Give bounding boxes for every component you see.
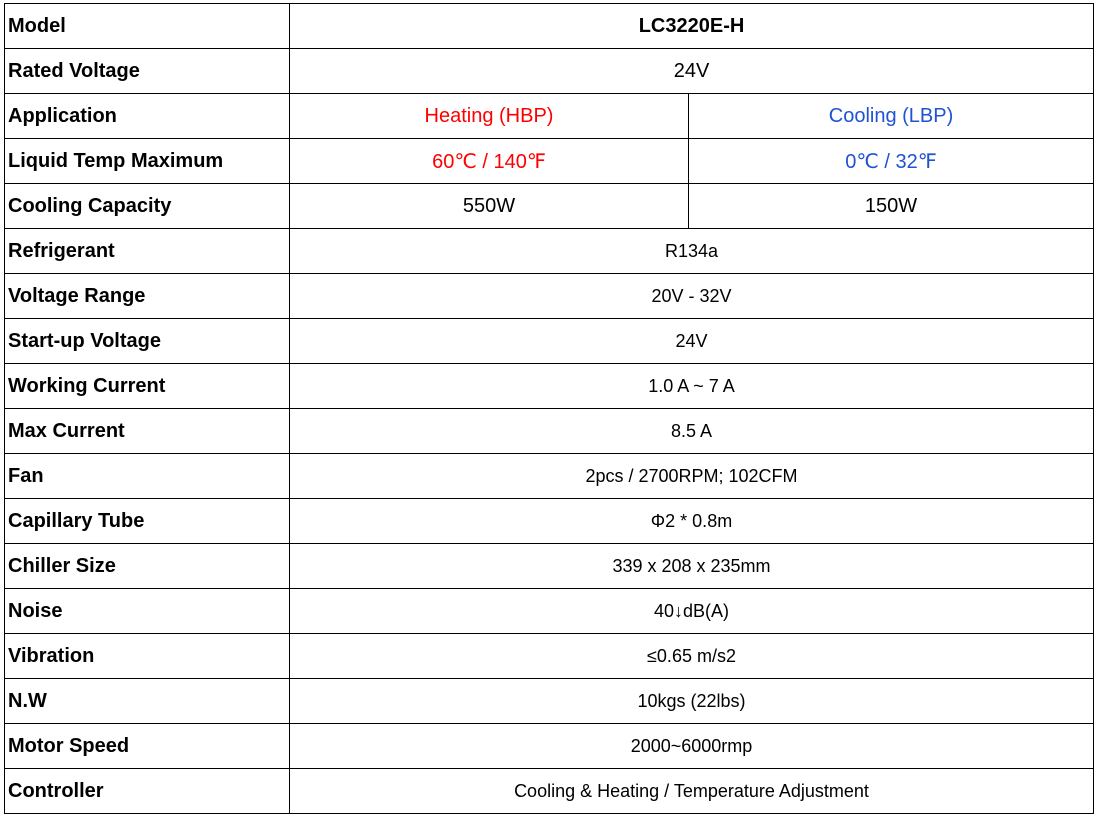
voltage-range-value: 20V - 32V <box>290 274 1094 319</box>
rated-voltage-value: 24V <box>290 49 1094 94</box>
table-row-cooling-capacity <box>5 184 1094 229</box>
model-value: LC3220E-H <box>290 4 1094 49</box>
row-label: Capillary Tube <box>5 499 290 544</box>
fan-value: 2pcs / 2700RPM; 102CFM <box>290 454 1094 499</box>
vibration-value: ≤0.65 m/s2 <box>290 634 1094 679</box>
table-row-rated-voltage <box>5 49 1094 94</box>
row-label: Vibration <box>5 634 290 679</box>
working-current-value: 1.0 A ~ 7 A <box>290 364 1094 409</box>
row-label: Cooling Capacity <box>5 184 290 229</box>
refrigerant-value: R134a <box>290 229 1094 274</box>
application-heating-value: Heating (HBP) <box>290 94 689 139</box>
application-cooling-value: Cooling (LBP) <box>689 94 1094 139</box>
table-row-motor-speed <box>5 724 1094 769</box>
row-label: Application <box>5 94 290 139</box>
row-label: Working Current <box>5 364 290 409</box>
controller-value: Cooling & Heating / Temperature Adjustment <box>290 769 1094 814</box>
row-label: Motor Speed <box>5 724 290 769</box>
table-row-noise <box>5 589 1094 634</box>
row-label: Controller <box>5 769 290 814</box>
row-label: Voltage Range <box>5 274 290 319</box>
chiller-size-value: 339 x 208 x 235mm <box>290 544 1094 589</box>
motor-speed-value: 2000~6000rmp <box>290 724 1094 769</box>
row-label: Chiller Size <box>5 544 290 589</box>
table-row-capillary-tube <box>5 499 1094 544</box>
capacity-cooling-value: 150W <box>689 184 1094 229</box>
nw-value: 10kgs (22lbs) <box>290 679 1094 724</box>
table-row-refrigerant <box>5 229 1094 274</box>
max-current-value: 8.5 A <box>290 409 1094 454</box>
capacity-heating-value: 550W <box>290 184 689 229</box>
row-label: Start-up Voltage <box>5 319 290 364</box>
noise-value: 40↓dB(A) <box>290 589 1094 634</box>
row-label: Noise <box>5 589 290 634</box>
row-label: Model <box>5 4 290 49</box>
row-label: Max Current <box>5 409 290 454</box>
spec-table <box>4 3 1094 814</box>
table-row-liquid-temp <box>5 139 1094 184</box>
table-row-startup-voltage <box>5 319 1094 364</box>
table-row-vibration <box>5 634 1094 679</box>
capillary-tube-value: Φ2 * 0.8m <box>290 499 1094 544</box>
row-label: N.W <box>5 679 290 724</box>
row-label: Rated Voltage <box>5 49 290 94</box>
row-label: Refrigerant <box>5 229 290 274</box>
row-label: Fan <box>5 454 290 499</box>
row-label: Liquid Temp Maximum <box>5 139 290 184</box>
table-row-chiller-size <box>5 544 1094 589</box>
table-row-application <box>5 94 1094 139</box>
liquid-temp-cooling-value: 0℃ / 32℉ <box>689 139 1094 184</box>
liquid-temp-heating-value: 60℃ / 140℉ <box>290 139 689 184</box>
table-row-voltage-range <box>5 274 1094 319</box>
table-row-controller <box>5 769 1094 814</box>
table-row-nw <box>5 679 1094 724</box>
table-row-model <box>5 4 1094 49</box>
table-row-fan <box>5 454 1094 499</box>
table-row-working-current <box>5 364 1094 409</box>
startup-voltage-value: 24V <box>290 319 1094 364</box>
table-row-max-current <box>5 409 1094 454</box>
